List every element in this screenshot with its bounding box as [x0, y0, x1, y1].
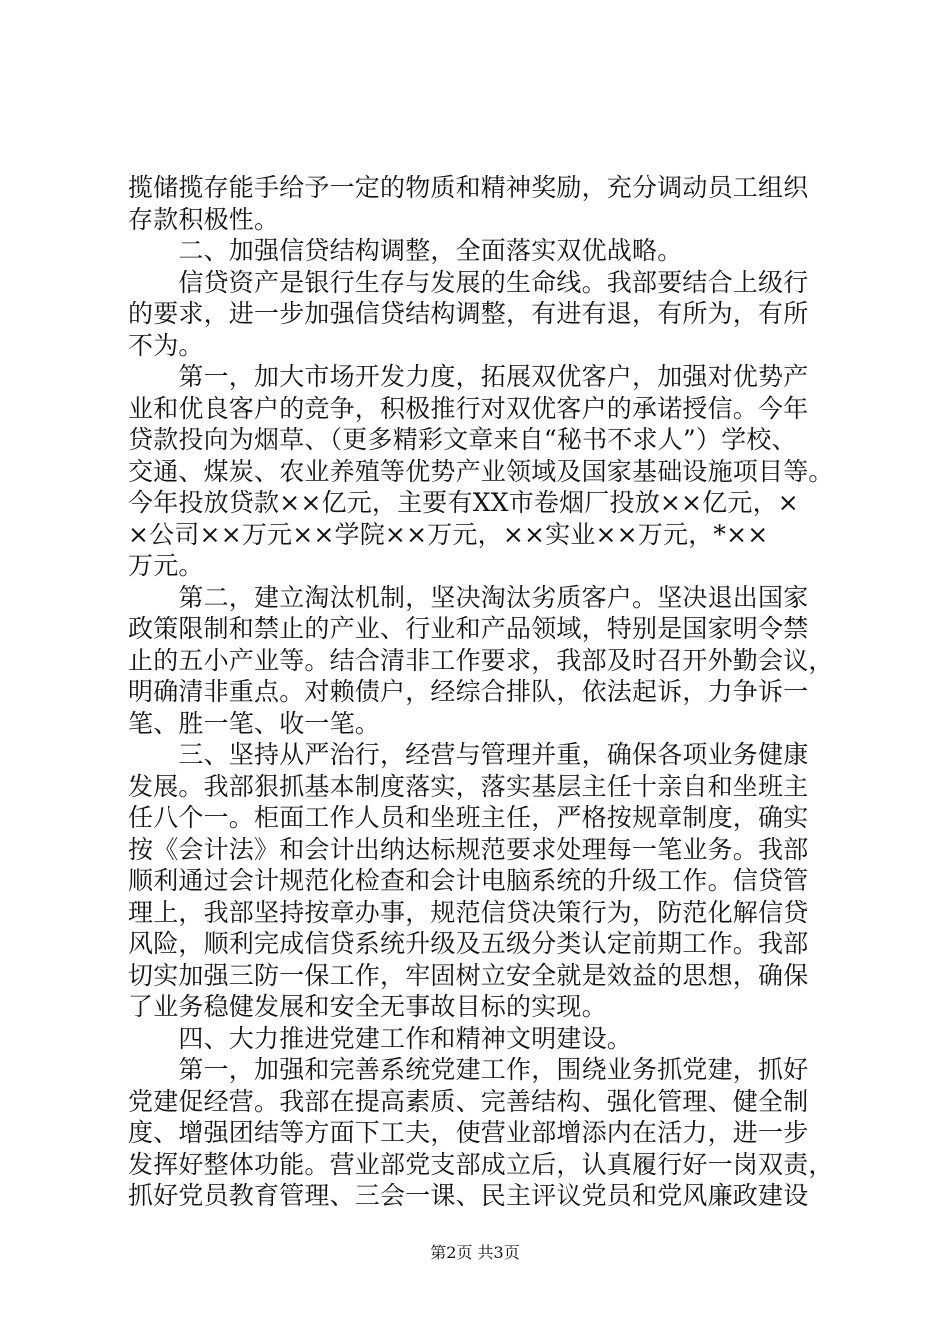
text-line: 任八个一。柜面工作人员和坐班主任，严格按规章制度，确实	[128, 803, 809, 832]
text-line: 揽储揽存能手给予一定的物质和精神奖励，充分调动员工组织	[128, 173, 809, 202]
text-line: 今年投放贷款××亿元，主要有XX市卷烟厂投放××亿元，×	[128, 488, 799, 517]
text-line: 四、大力推进党建工作和精神文明建设。	[128, 1023, 633, 1053]
text-line: 贷款投向为烟草、（更多精彩文章来自“秘书不求人”）学校、	[128, 425, 797, 454]
body-text	[128, 172, 834, 1212]
text-line: 党建促经营。我部在提高素质、完善结构、强化管理、健全制	[128, 1086, 809, 1116]
text-line: 发展。我部狠抓基本制度落实，落实基层主任十亲自和坐班主	[128, 771, 809, 801]
text-line: 政策限制和禁止的产业、行业和产品领域，特别是国家明令禁	[128, 614, 809, 643]
text-line: 理上，我部坚持按章办事，规范信贷决策行为，防范化解信贷	[128, 897, 809, 927]
text-line: 存款积极性。	[128, 204, 280, 234]
text-line: 笔、胜一笔、收一笔。	[128, 708, 381, 738]
text-line: 第二，建立淘汰机制，坚决淘汰劣质客户。坚决退出国家	[128, 582, 809, 612]
text-line: 交通、煤炭、农业养殖等优势产业领域及国家基础设施项目等。	[128, 456, 834, 486]
text-line: 信贷资产是银行生存与发展的生命线。我部要结合上级行	[128, 267, 809, 297]
text-line: 抓好党员教育管理、三会一课、民主评议党员和党风廉政建设	[128, 1181, 809, 1210]
text-line: 不为。	[128, 330, 204, 360]
text-line: 顺利通过会计规范化检查和会计电脑系统的升级工作。信贷管	[128, 866, 809, 895]
text-line: 止的五小产业等。结合清非工作要求，我部及时召开外勤会议，	[128, 645, 834, 675]
text-line: 三、坚持从严治行，经营与管理并重，确保各项业务健康	[128, 740, 809, 769]
text-line: 发挥好整体功能。营业部党支部成立后，认真履行好一岗双责，	[128, 1149, 834, 1179]
text-line: 二、加强信贷结构调整，全面落实双优战略。	[128, 236, 683, 265]
text-line: 了业务稳健发展和安全无事故目标的实现。	[128, 992, 607, 1021]
text-line: 第一，加大市场开发力度，拓展双优客户，加强对优势产	[128, 362, 809, 391]
text-line: 切实加强三防一保工作，牢固树立安全就是效益的思想，确保	[128, 960, 809, 990]
text-line: 的要求，进一步加强信贷结构调整，有进有退，有所为，有所	[128, 299, 809, 328]
text-line: 风险，顺利完成信贷系统升级及五级分类认定前期工作。我部	[128, 929, 809, 958]
page-footer: 第2页 共3页	[430, 1243, 520, 1262]
text-line: 业和优良客户的竞争，积极推行对双优客户的承诺授信。今年	[128, 393, 809, 423]
text-line: 明确清非重点。对赖债户，经综合排队，依法起诉，力争诉一	[128, 677, 809, 706]
text-line: 度、增强团结等方面下工夫，使营业部增添内在活力，进一步	[128, 1118, 809, 1147]
text-line: 万元。	[128, 551, 204, 580]
text-line: ×公司××万元××学院××万元，××实业××万元，*××	[128, 519, 769, 549]
text-line: 第一，加强和完善系统党建工作，围绕业务抓党建，抓好	[128, 1055, 809, 1084]
text-line: 按《会计法》和会计出纳达标规范要求处理每一笔业务。我部	[128, 834, 809, 864]
